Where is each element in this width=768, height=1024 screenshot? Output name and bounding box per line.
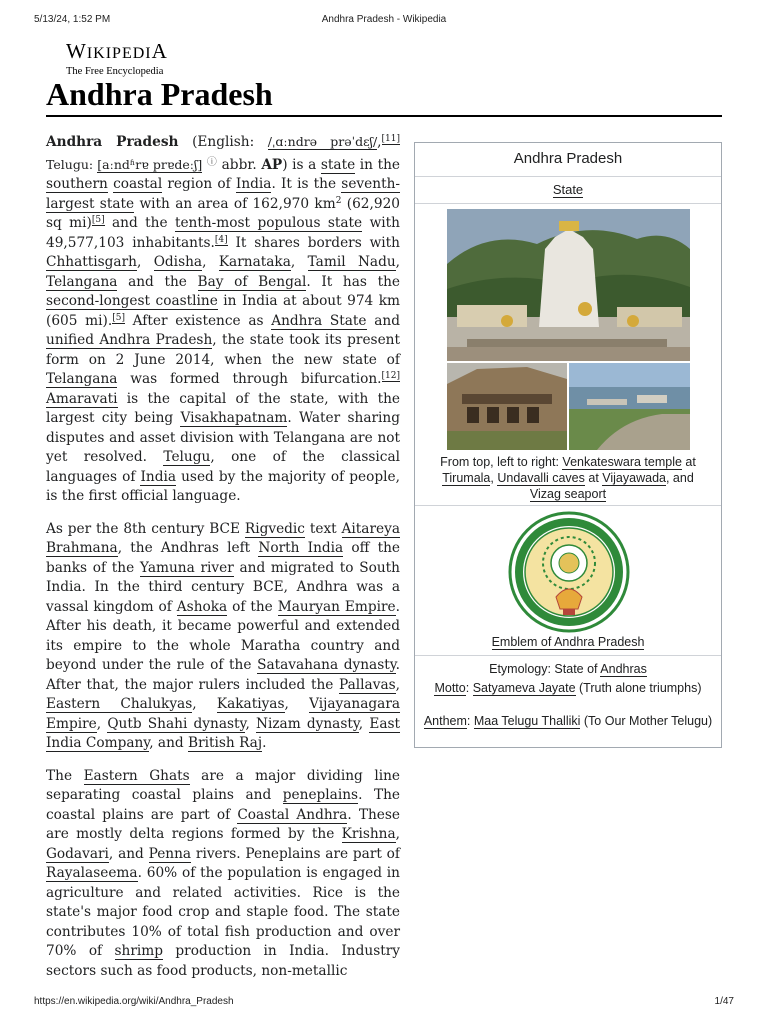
link-seventh-largest[interactable]: seventh-largest state xyxy=(46,176,401,212)
link-karnataka[interactable]: Karnataka xyxy=(218,254,291,270)
infobox-divider xyxy=(415,176,721,177)
link-tamil-nadu[interactable]: Tamil Nadu xyxy=(307,254,396,270)
ref-5[interactable]: [5] xyxy=(112,312,125,323)
link-aitareya-brahmana[interactable]: Aitareya Brahmana xyxy=(46,520,400,556)
print-title: Andhra Pradesh - Wikipedia xyxy=(321,14,447,25)
link-satavahana-dynasty[interactable]: Satavahana dynasty xyxy=(257,657,396,673)
infobox-divider xyxy=(415,505,721,506)
link-north-india[interactable]: North India xyxy=(258,540,344,556)
link-andhra-state[interactable]: Andhra State xyxy=(271,312,367,329)
link-coastal[interactable]: coastal xyxy=(113,176,163,192)
infobox-divider xyxy=(415,655,721,656)
link-godavari[interactable]: Godavari xyxy=(46,845,109,862)
collage-caption: From top, left to right: Venkateswara temple at Tirumala, Undavalli caves at Vijayawada, and Vizag seaport xyxy=(440,455,696,501)
link-pallavas[interactable]: Pallavas xyxy=(339,676,396,693)
link-telugu[interactable]: Telugu xyxy=(163,449,211,465)
ref-5[interactable]: [5] xyxy=(91,215,105,225)
link-satyameva-jayate[interactable]: Satyameva Jayate xyxy=(472,681,576,695)
wikipedia-wordmark: WIKIPEDIA xyxy=(66,39,168,63)
link-anthem[interactable]: Anthem xyxy=(423,714,467,728)
link-coastline[interactable]: second-longest coastline xyxy=(46,293,218,309)
link-visakhapatnam[interactable]: Visakhapatnam xyxy=(180,410,288,426)
link-unified-andhra-pradesh[interactable]: unified Andhra Pradesh xyxy=(46,332,213,348)
link-tirumala[interactable]: Tirumala xyxy=(442,471,491,485)
link-peneplains[interactable]: peneplains xyxy=(282,787,359,803)
link-coastal-andhra[interactable]: Coastal Andhra xyxy=(237,806,348,823)
link-india[interactable]: India xyxy=(140,468,177,485)
paragraph-history: As per the 8th century BCE Rigvedic text Aitareya Brahmana, the Andhras left North India off the banks of the Yamuna river and migrated to South India. In the third century BCE, Andhra was a vassal kingdom of Ashoka of the Mauryan Empire. After his death, it became powerful and extended its empire to the whole Maratha country and beyond under the rule of the Satavahana dynasty. After that, the major rulers included the Pallavas, Eastern Chalukyas, Kakatiyas, Vijayanagara Empire, Qutb Shahi dynasty, Nizam dynasty, East India Company, and British Raj. xyxy=(46,520,401,751)
link-yamuna-river[interactable]: Yamuna river xyxy=(139,559,234,576)
etymology-row: Etymology: State of Andhras xyxy=(489,662,647,676)
emblem-caption[interactable]: Emblem of Andhra Pradesh xyxy=(491,635,645,649)
ref-12[interactable]: [12] xyxy=(381,371,400,381)
collage-image[interactable] xyxy=(447,209,690,450)
link-andhras[interactable]: Andhras xyxy=(600,662,647,676)
state-emblem-image[interactable] xyxy=(508,511,630,633)
wikipedia-tagline: The Free Encyclopedia xyxy=(66,66,164,77)
link-penna[interactable]: Penna xyxy=(148,845,192,862)
link-motto[interactable]: Motto xyxy=(434,681,466,695)
link-bay-of-bengal[interactable]: Bay of Bengal xyxy=(197,273,307,290)
link-state[interactable]: state xyxy=(320,156,356,173)
link-british-raj[interactable]: British Raj xyxy=(188,735,263,751)
wikipedia-logo[interactable] xyxy=(66,40,168,77)
ref-4[interactable]: [4] xyxy=(214,234,228,245)
infobox-title: Andhra Pradesh xyxy=(513,150,623,167)
link-odisha[interactable]: Odisha xyxy=(153,254,203,270)
link-india[interactable]: India xyxy=(235,176,272,192)
title-divider xyxy=(46,115,722,117)
link-chhattisgarh[interactable]: Chhattisgarh xyxy=(46,254,137,270)
link-telangana[interactable]: Telangana xyxy=(46,273,118,290)
link-ashoka[interactable]: Ashoka xyxy=(176,598,228,615)
print-page-number: 1/47 xyxy=(714,996,734,1007)
paragraph-geography: The Eastern Ghats are a major dividing line separating coastal plains and peneplains. The coastal plains are part of Coastal Andhra. These are mostly delta regions formed by the Krishna, Godavari, and Penna rivers. Peneplains are part of Rayalaseema. 60% of the population is engaged in agriculture and related activities. Rice is the state's major food crop and staple food. The state contributes 10% of total fish production and over 70% of shrimp production in India. Industry sectors such as food products, non-metallic xyxy=(46,767,400,979)
print-date: 5/13/24, 1:52 PM xyxy=(34,14,111,25)
link-kakatiyas[interactable]: Kakatiyas xyxy=(216,696,285,712)
infobox-divider xyxy=(415,203,721,204)
link-tenth-most-populous[interactable]: tenth-most populous state xyxy=(174,215,363,231)
anthem-row: Anthem: Maa Telugu Thalliki (To Our Mother Telugu) xyxy=(423,714,713,728)
infobox-subtitle[interactable]: State xyxy=(552,182,584,197)
link-rigvedic[interactable]: Rigvedic xyxy=(244,520,305,537)
motto-row: Motto: Satyameva Jayate (Truth alone triumphs) xyxy=(434,681,702,695)
link-southern[interactable]: southern xyxy=(46,176,108,192)
link-mauryan-empire[interactable]: Mauryan Empire xyxy=(277,598,396,615)
paragraph-intro: Andhra Pradesh (English: /ˌɑːndrə prəˈdɛʃ/,[11] Telugu: [aːndʱrɐ prɐdeːʃ] ⓘ abbr. AP) is a state in the southern coastal region of India. It is the seventh-largest state with an area of 162,970 $km^2$ (62,920 sq mi)[5] and the tenth-most populous state with 49,577,103 inhabitants.[4] It shares borders with Chhattisgarh, Odisha, Karnataka, Tamil Nadu, Telangana and the Bay of Bengal. It has the second-longest coastline in India at about 974 km (605 mi).[5] After existence as Andhra State and unified Andhra Pradesh, the state took its present form on 2 June 2014, when the new state of Telangana was formed through bifurcation.[12] Amaravati is the capital of the state, with the largest city being Visakhapatnam. Water sharing disputes and asset division with Telangana are not yet resolved. Telugu, one of the classical languages of India used by the majority of people, is the first official language. xyxy=(46,134,401,504)
link-telangana[interactable]: Telangana xyxy=(46,371,118,387)
link-shrimp[interactable]: shrimp xyxy=(114,943,164,959)
article-body xyxy=(46,132,400,994)
english-pronunciation-link[interactable]: /ˌɑːndrə prəˈdɛʃ/ xyxy=(267,134,378,149)
link-venkateswara-temple[interactable]: Venkateswara temple xyxy=(562,455,682,469)
link-krishna[interactable]: Krishna xyxy=(341,826,396,842)
audio-info-icon[interactable]: ⓘ xyxy=(206,156,218,168)
link-rayalaseema[interactable]: Rayalaseema xyxy=(46,865,138,881)
link-amaravati[interactable]: Amaravati xyxy=(46,390,118,407)
infobox xyxy=(414,142,722,748)
link-nizam-dynasty[interactable]: Nizam dynasty xyxy=(255,715,359,732)
link-vizag-seaport[interactable]: Vizag seaport xyxy=(529,487,607,501)
telugu-pronunciation-link[interactable]: [aːndʱrɐ prɐdeːʃ] xyxy=(97,156,203,172)
link-undavalli-caves[interactable]: Undavalli caves xyxy=(497,471,585,485)
link-vijayawada[interactable]: Vijayawada xyxy=(602,471,666,485)
print-url: https://en.wikipedia.org/wiki/Andhra_Pradesh xyxy=(34,996,234,1007)
link-eastern-chalukyas[interactable]: Eastern Chalukyas xyxy=(46,696,193,712)
page-title: Andhra Pradesh xyxy=(46,76,273,112)
link-maa-telugu-thalliki[interactable]: Maa Telugu Thalliki xyxy=(473,714,581,728)
link-vijayanagara-empire[interactable]: Vijayanagara Empire xyxy=(46,696,401,732)
link-east-india-company[interactable]: East India Company xyxy=(46,715,401,751)
link-eastern-ghats[interactable]: Eastern Ghats xyxy=(83,767,190,784)
link-qutb-shahi-dynasty[interactable]: Qutb Shahi dynasty xyxy=(107,715,246,732)
ref-11[interactable]: [11] xyxy=(381,134,401,144)
